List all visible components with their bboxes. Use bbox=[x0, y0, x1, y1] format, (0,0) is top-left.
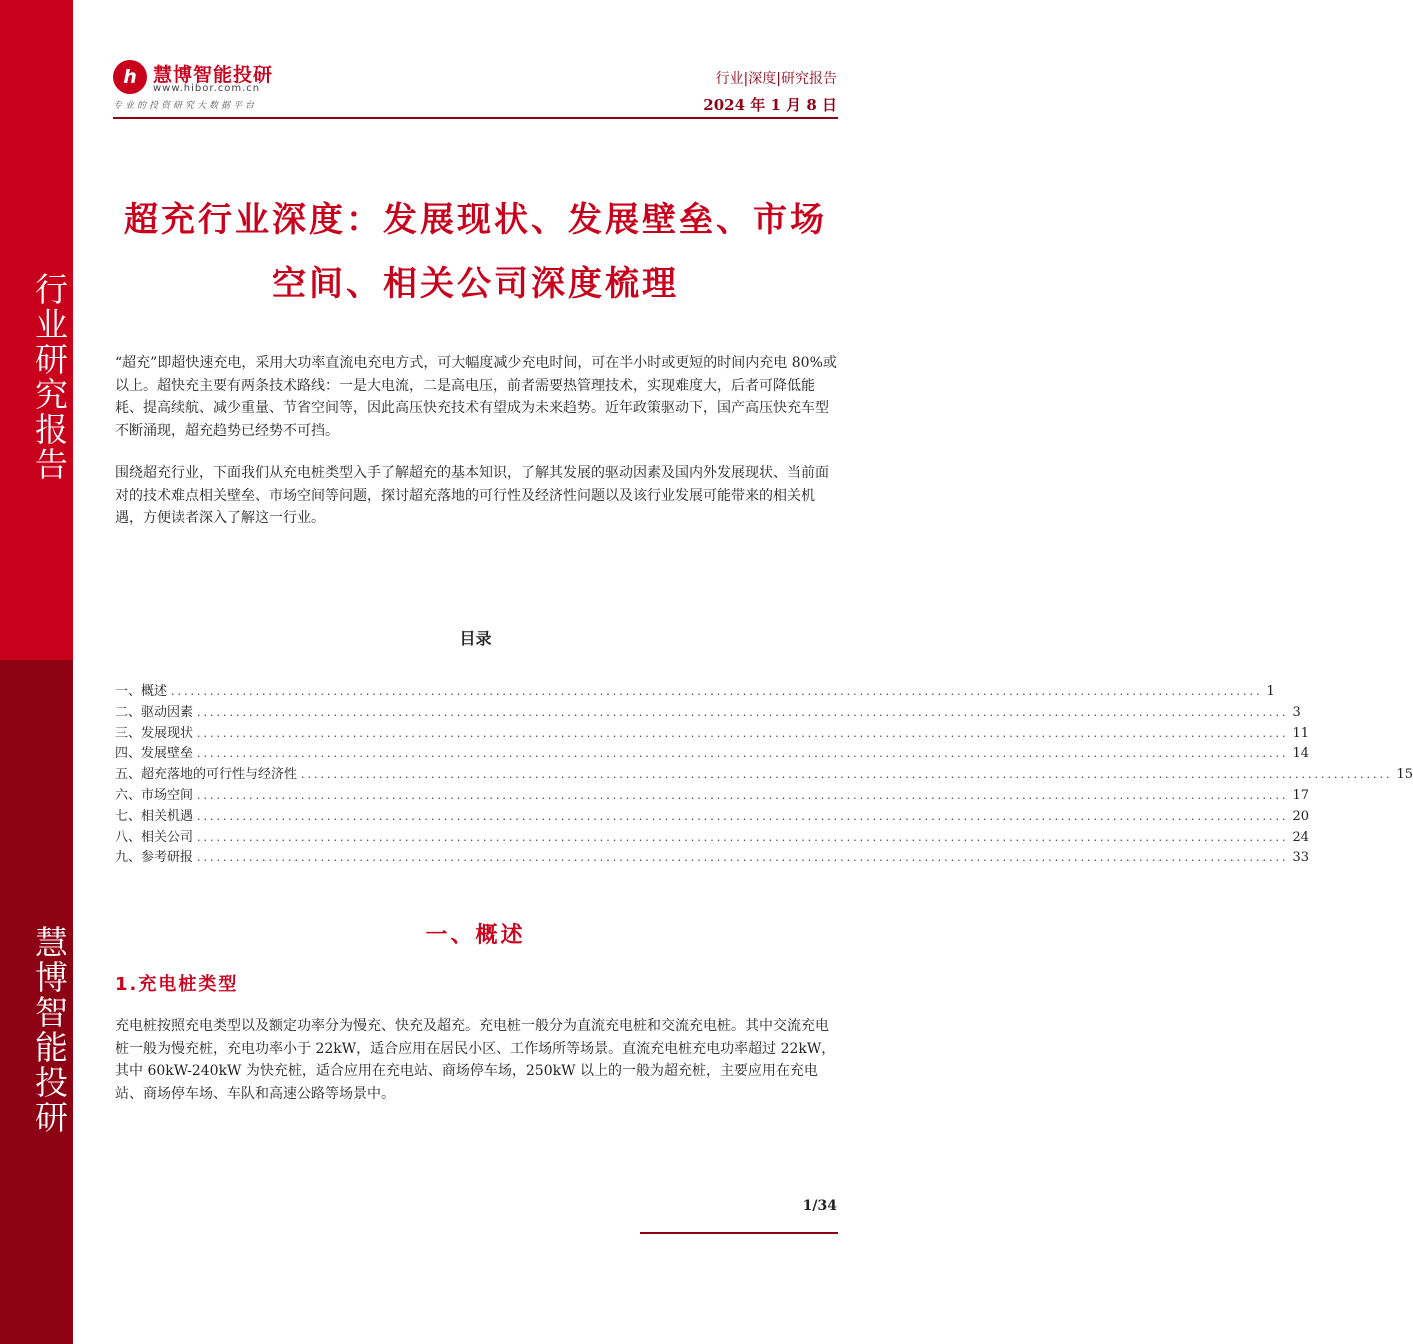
toc-title: 目录 bbox=[459, 629, 492, 648]
report-category: 行业|深度|研究报告 bbox=[715, 71, 837, 87]
logo-mark-icon: h bbox=[113, 60, 147, 94]
toc-item-label: 四、发展壁垒 bbox=[115, 746, 194, 762]
toc-item-label: 三、发展现状 bbox=[115, 725, 194, 741]
toc-leader-dots: ........................................................................................................................................................................ bbox=[197, 788, 1289, 802]
toc-leader-dots: ........................................................................................................................................................................ bbox=[197, 851, 1289, 865]
toc-item-page: 24 bbox=[1292, 829, 1309, 845]
toc-item[interactable] bbox=[115, 742, 1309, 763]
toc-item[interactable] bbox=[115, 846, 1309, 867]
table-of-contents bbox=[115, 680, 1413, 867]
toc-leader-dots: ........................................................................................................................................................................ bbox=[301, 768, 1393, 782]
report-title-line-2: 空间、相关公司深度梳理 bbox=[272, 264, 679, 304]
sidebar-brand-label: 慧博智能投研 bbox=[30, 925, 69, 1135]
report-title bbox=[113, 188, 838, 316]
section-heading: 一、概述 bbox=[425, 923, 526, 948]
toc-item[interactable] bbox=[115, 763, 1413, 784]
toc-item[interactable] bbox=[115, 805, 1309, 826]
intro-paragraph-1: “超充”即超快速充电，采用大功率直流电充电方式，可大幅度减少充电时间，可在半小时或更短的时间内充电 80%或以上。超快充主要有两条技术路线：一是大电流，二是高电压，前者需要热管理技术，实现难度大，后者可降低能耗、提高续航、减少重量、节省空间等，因此高压快充技术有望成为未来趋势。近年政策驱动下，国产高压快充车型不断涌现，超充趋势已经势不可挡。 bbox=[115, 355, 837, 439]
sidebar-report-type-label: 行业研究报告 bbox=[30, 272, 69, 482]
section-paragraph: 充电桩按照充电类型以及额定功率分为慢充、快充及超充。充电桩一般分为直流充电桩和交流充电桩。其中交流充电桩一般为慢充桩，充电功率小于 22kW，适合应用在居民小区、工作场所等场景。直流充电桩充电功率超过 22kW，其中 60kW-240kW 为快充桩，适合应用在充电站、商场停车场，250kW 以上的一般为超充桩，主要应用在充电站、商场停车场、车队和高速公路等场景中。 bbox=[115, 1018, 836, 1102]
toc-item-page: 20 bbox=[1292, 808, 1309, 824]
page-number: 1/34 bbox=[802, 1198, 837, 1214]
toc-item-page: 17 bbox=[1292, 787, 1309, 803]
toc-leader-dots: ........................................................................................................................................................................ bbox=[197, 726, 1289, 740]
toc-item-label: 七、相关机遇 bbox=[115, 808, 194, 824]
report-title-line-1: 超充行业深度：发展现状、发展壁垒、市场 bbox=[124, 200, 827, 240]
toc-item-label: 六、市场空间 bbox=[115, 787, 194, 803]
toc-item[interactable] bbox=[115, 701, 1301, 722]
toc-item-label: 八、相关公司 bbox=[115, 829, 194, 845]
toc-item[interactable] bbox=[115, 722, 1309, 743]
subsection-heading: 1.充电桩类型 bbox=[115, 974, 239, 995]
toc-item-page: 11 bbox=[1292, 725, 1309, 741]
toc-item-page: 3 bbox=[1292, 704, 1301, 720]
toc-leader-dots: ........................................................................................................................................................................ bbox=[197, 830, 1289, 844]
toc-item[interactable] bbox=[115, 784, 1309, 805]
header-meta bbox=[703, 68, 837, 115]
left-sidebar bbox=[0, 0, 73, 1344]
toc-item[interactable] bbox=[115, 680, 1275, 701]
toc-item-label: 一、概述 bbox=[115, 684, 168, 699]
toc-item-label: 二、驱动因素 bbox=[115, 704, 194, 720]
intro-paragraph-2: 围绕超充行业，下面我们从充电桩类型入手了解超充的基本知识，了解其发展的驱动因素及国内外发展现状、当前面对的技术难点相关壁垒、市场空间等问题，探讨超充落地的可行性及经济性问题以及该行业发展可能带来的相关机遇，方便读者深入了解这一行业。 bbox=[115, 465, 829, 526]
logo-name: 慧博智能投研 bbox=[153, 64, 274, 86]
toc-leader-dots: ........................................................................................................................................................................ bbox=[197, 747, 1289, 761]
toc-item-page: 33 bbox=[1292, 850, 1309, 866]
toc-leader-dots: ........................................................................................................................................................................ bbox=[197, 809, 1289, 823]
toc-item-page: 14 bbox=[1292, 746, 1309, 762]
logo-slogan: 专业的投资研究大数据平台 bbox=[113, 101, 258, 111]
toc-item[interactable] bbox=[115, 826, 1309, 847]
toc-leader-dots: ........................................................................................................................................................................ bbox=[197, 705, 1289, 719]
toc-item-label: 九、参考研报 bbox=[115, 850, 194, 866]
toc-leader-dots: ........................................................................................................................................................................ bbox=[171, 685, 1263, 698]
logo-url: www.hibor.com.cn bbox=[153, 83, 261, 94]
report-date: 2024 年 1 月 8 日 bbox=[703, 96, 837, 114]
toc-item-label: 五、超充落地的可行性与经济性 bbox=[115, 767, 298, 783]
header-divider bbox=[113, 117, 838, 119]
toc-item-page: 1 bbox=[1266, 684, 1275, 699]
toc-item-page: 15 bbox=[1396, 767, 1413, 783]
brand-logo bbox=[113, 60, 313, 110]
footer-divider bbox=[640, 1232, 838, 1234]
